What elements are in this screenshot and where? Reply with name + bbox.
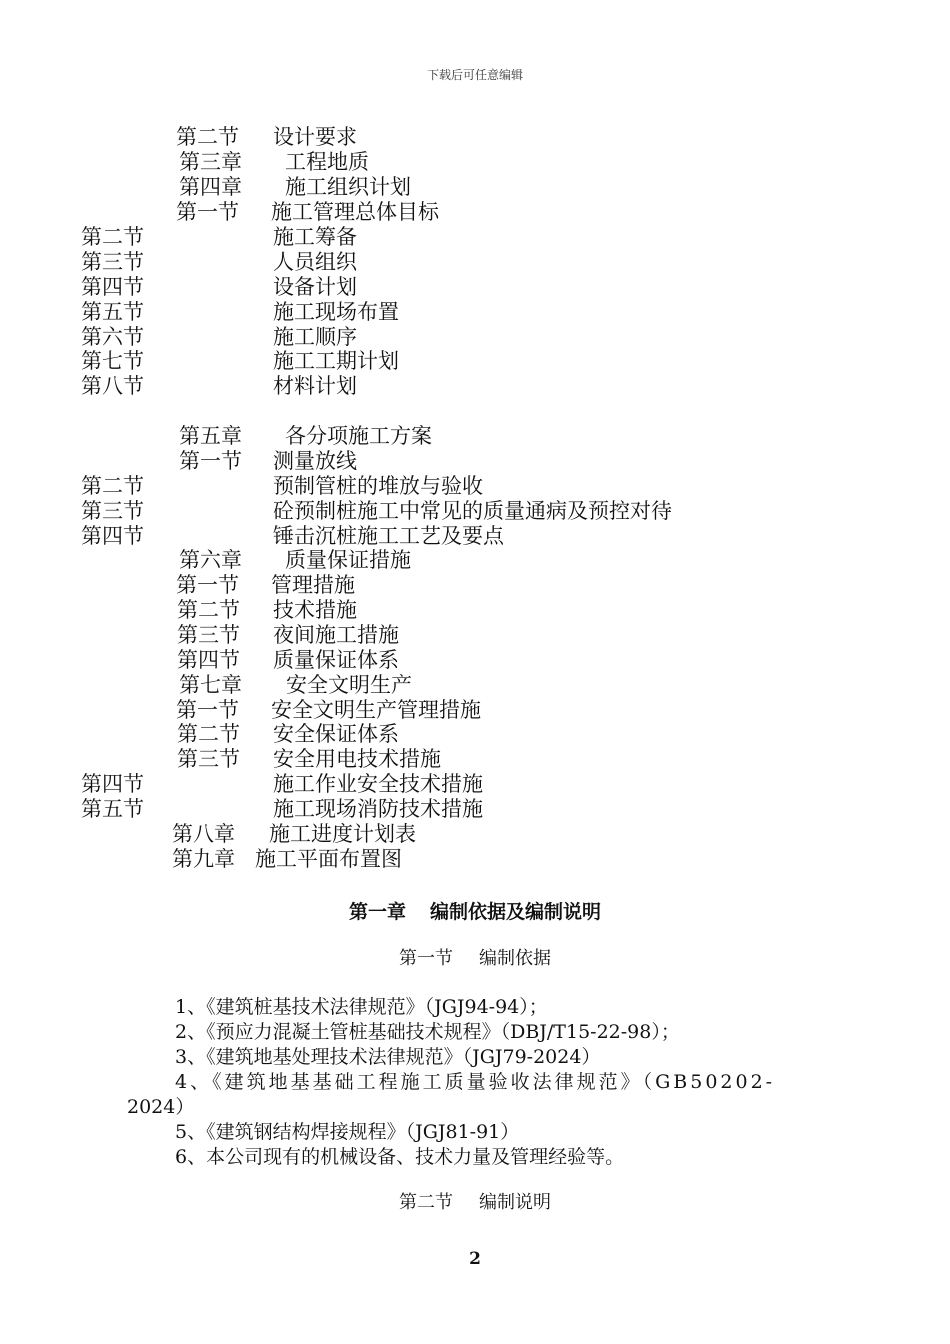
toc-entry-label: 第八节	[81, 374, 144, 398]
section-heading	[0, 1188, 950, 1214]
section-label: 第一节	[399, 948, 453, 969]
toc-entry-title: 安全保证体系	[273, 722, 399, 746]
toc-entry-title: 夜间施工措施	[273, 623, 399, 647]
reference-item: 3、《建筑地基处理技术法律规范》（JGJ79-2024）	[175, 1046, 601, 1068]
toc-entry-label: 第三节	[81, 499, 144, 523]
toc-entry-label: 第二节	[81, 225, 144, 249]
toc-entry-label: 第二节	[176, 125, 239, 149]
toc-entry-label: 第三章	[179, 150, 242, 174]
section-label: 第二节	[399, 1192, 453, 1213]
toc-entry-title: 施工现场布置	[273, 300, 399, 324]
toc-entry-title: 管理措施	[271, 573, 355, 597]
toc-entry-title: 施工平面布置图	[255, 847, 402, 871]
chapter-title: 编制依据及编制说明	[430, 901, 602, 923]
toc-entry-label: 第九章	[172, 847, 235, 871]
page-number: 2	[469, 1249, 481, 1269]
toc-entry-title: 设备计划	[273, 275, 357, 299]
toc-entry-title: 施工组织计划	[285, 175, 411, 199]
toc-entry-label: 第四节	[177, 648, 240, 672]
toc-entry-label: 第四节	[81, 275, 144, 299]
toc-entry-label: 第一节	[179, 449, 242, 473]
toc-entry-title: 预制管桩的堆放与验收	[273, 474, 483, 498]
toc-entry-title: 技术措施	[273, 598, 357, 622]
toc-entry-title: 砼预制桩施工中常见的质量通病及预控对待	[273, 499, 672, 523]
reference-item: 6、本公司现有的机械设备、技术力量及管理经验等。	[175, 1146, 625, 1168]
toc-entry-label: 第二节	[177, 598, 240, 622]
toc-entry-label: 第二节	[81, 474, 144, 498]
toc-entry-title: 安全文明生产	[286, 673, 412, 697]
toc-entry-title: 质量保证措施	[285, 548, 411, 572]
toc-entry-label: 第六章	[179, 548, 242, 572]
section-title: 编制依据	[479, 948, 551, 969]
toc-entry-label: 第三节	[177, 747, 240, 771]
reference-item: 5、《建筑钢结构焊接规程》（JGJ81-91）	[175, 1121, 520, 1143]
toc-entry-label: 第四节	[81, 772, 144, 796]
toc-entry-title: 施工进度计划表	[269, 822, 416, 846]
toc-entry-label: 第八章	[172, 822, 235, 846]
toc-entry-title: 施工工期计划	[273, 349, 399, 373]
toc-entry-title: 测量放线	[273, 449, 357, 473]
toc-entry-label: 第四节	[81, 524, 144, 548]
toc-entry-label: 第五节	[81, 797, 144, 821]
section-heading	[0, 944, 950, 970]
toc-entry-title: 施工作业安全技术措施	[273, 772, 483, 796]
toc-entry-label: 第一节	[176, 698, 239, 722]
toc-entry-title: 工程地质	[285, 150, 369, 174]
toc-entry-label: 第二节	[177, 722, 240, 746]
toc-entry-title: 施工顺序	[273, 325, 357, 349]
toc-entry-title: 材料计划	[273, 374, 357, 398]
reference-item: 1、《建筑桩基技术法律规范》（JGJ94-94）；	[175, 996, 548, 1018]
toc-entry-label: 第五节	[81, 300, 144, 324]
toc-entry-label: 第三节	[177, 623, 240, 647]
chapter-label: 第一章	[348, 901, 406, 923]
reference-item-continued: 2024）	[127, 1096, 195, 1118]
toc-entry-label: 第七节	[81, 349, 144, 373]
toc-entry-title: 设计要求	[273, 125, 357, 149]
toc-entry-title: 施工管理总体目标	[271, 200, 439, 224]
reference-item: 2、《预应力混凝土管桩基础技术规程》（DBJ/T15-22-98）；	[175, 1021, 680, 1043]
page-header: 下载后可任意编辑	[426, 68, 523, 82]
toc-entry-title: 施工现场消防技术措施	[273, 797, 483, 821]
reference-item: 4、《建筑地基基础工程施工质量验收法律规范》（GB50202-	[175, 1071, 776, 1093]
toc-entry-label: 第三节	[81, 250, 144, 274]
toc-entry-title: 安全用电技术措施	[273, 747, 441, 771]
toc-entry-title: 施工筹备	[273, 225, 357, 249]
toc-entry-label: 第五章	[179, 424, 242, 448]
toc-entry-label: 第六节	[81, 325, 144, 349]
toc-entry-title: 人员组织	[273, 250, 357, 274]
chapter-heading	[0, 897, 950, 924]
toc-entry-title: 质量保证体系	[273, 648, 399, 672]
section-title: 编制说明	[479, 1192, 551, 1213]
toc-entry-title: 各分项施工方案	[285, 424, 432, 448]
toc-entry-label: 第一节	[176, 200, 239, 224]
toc-entry-title: 锤击沉桩施工工艺及要点	[273, 524, 504, 548]
toc-entry-label: 第一节	[176, 573, 239, 597]
toc-entry-label: 第四章	[179, 175, 242, 199]
toc-entry-label: 第七章	[179, 673, 242, 697]
toc-entry-title: 安全文明生产管理措施	[271, 698, 481, 722]
